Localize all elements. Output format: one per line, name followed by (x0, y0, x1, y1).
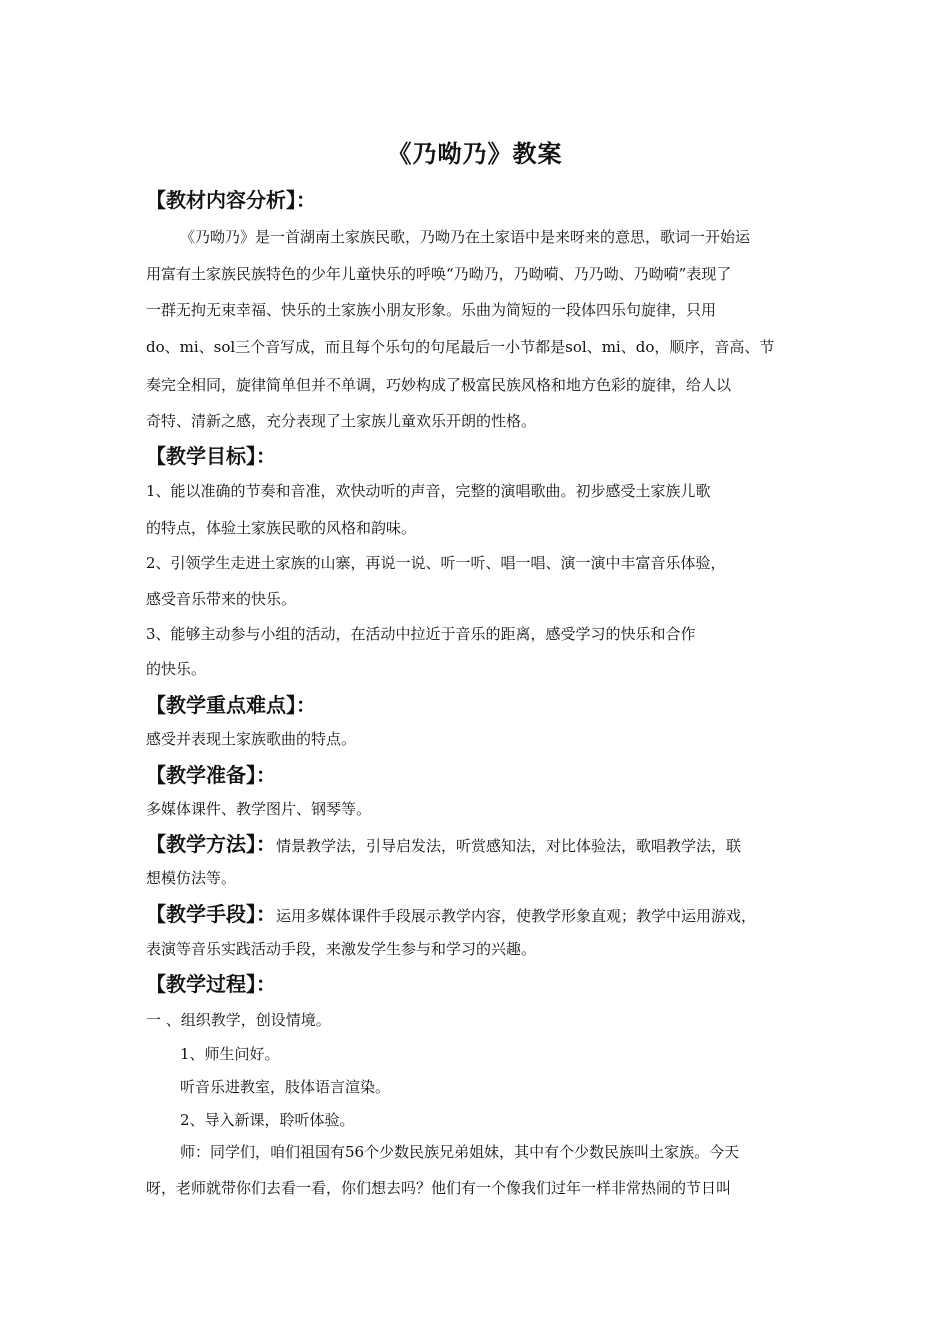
paragraph-line: 师：同学们，咱们祖国有56个少数民族兄弟姐妹，其中有个少数民族叫土家族。今天 (180, 1143, 740, 1161)
heading-preparation: 【教学准备】： (146, 763, 276, 787)
paragraph-line: 听音乐进教室，肢体语言渲染。 (180, 1078, 391, 1096)
paragraph-line: 感受并表现土家族歌曲的特点。 (146, 730, 357, 748)
means-row (146, 900, 756, 930)
paragraph-line: 情景教学法，引导启发法，听赏感知法，对比体验法，歌唱教学法，联 (276, 837, 742, 855)
paragraph-line: 奏完全相同，旋律简单但并不单调，巧妙构成了极富民族风格和地方色彩的旋律，给人以 (146, 376, 732, 394)
paragraph-line: 1、师生问好。 (180, 1045, 280, 1063)
paragraph-line: 用富有土家族民族特色的少年儿童快乐的呼唤“乃呦乃，乃呦嗬、乃乃呦、乃呦嗬”表现了 (146, 265, 732, 283)
paragraph-line: 一群无拘无束幸福、快乐的土家族小朋友形象。乐曲为简短的一段体四乐句旋律，只用 (146, 301, 717, 319)
paragraph-line: 的特点，体验土家族民歌的风格和韵味。 (146, 519, 417, 537)
heading-teaching-goals: 【教学目标】： (146, 444, 276, 468)
document-title: 《乃呦乃》教案 (387, 140, 563, 168)
paragraph-line: 运用多媒体课件手段展示教学内容，使教学形象直观；教学中运用游戏， (276, 907, 757, 925)
paragraph-line: 呀，老师就带你们去看一看，你们想去吗？他们有一个像我们过年一样非常热闹的节日叫 (146, 1179, 732, 1197)
paragraph-line: 2、引领学生走进土家族的山寨，再说一说、听一听、唱一唱、演一演中丰富音乐体验， (146, 554, 726, 572)
paragraph-line: 表演等音乐实践活动手段，来激发学生参与和学习的兴趣。 (146, 940, 537, 958)
paragraph-line: 3、能够主动参与小组的活动，在活动中拉近于音乐的距离，感受学习的快乐和合作 (146, 625, 696, 643)
heading-teaching-means: 【教学手段】： (146, 902, 276, 926)
paragraph-line: 想模仿法等。 (146, 869, 237, 887)
paragraph-line: 2、导入新课，聆听体验。 (180, 1111, 355, 1129)
methods-row (146, 830, 741, 860)
paragraph-line: do、mi、sol三个音写成，而且每个乐句的句尾最后一小节都是sol、mi、do，顺序，音高、节 (146, 338, 775, 356)
heading-material-analysis: 【教材内容分析】： (146, 188, 316, 212)
paragraph-line: 的快乐。 (146, 660, 207, 678)
heading-teaching-methods: 【教学方法】： (146, 832, 276, 856)
paragraph-line: 奇特、清新之感，充分表现了土家族儿童欢乐开朗的性格。 (146, 412, 537, 430)
heading-key-points: 【教学重点难点】： (146, 693, 316, 717)
paragraph-line: 《乃呦乃》是一首湖南土家族民歌，乃呦乃在土家语中是来呀来的意思，歌词一开始运 (180, 228, 751, 246)
paragraph-line: 1、能以准确的节奏和音准，欢快动听的声音，完整的演唱歌曲。初步感受土家族儿歌 (146, 482, 711, 500)
heading-teaching-process: 【教学过程】： (146, 972, 276, 996)
paragraph-line: 多媒体课件、教学图片、钢琴等。 (146, 800, 372, 818)
paragraph-line: 感受音乐带来的快乐。 (146, 590, 297, 608)
paragraph-line: 一 、组织教学，创设情境。 (146, 1011, 331, 1029)
